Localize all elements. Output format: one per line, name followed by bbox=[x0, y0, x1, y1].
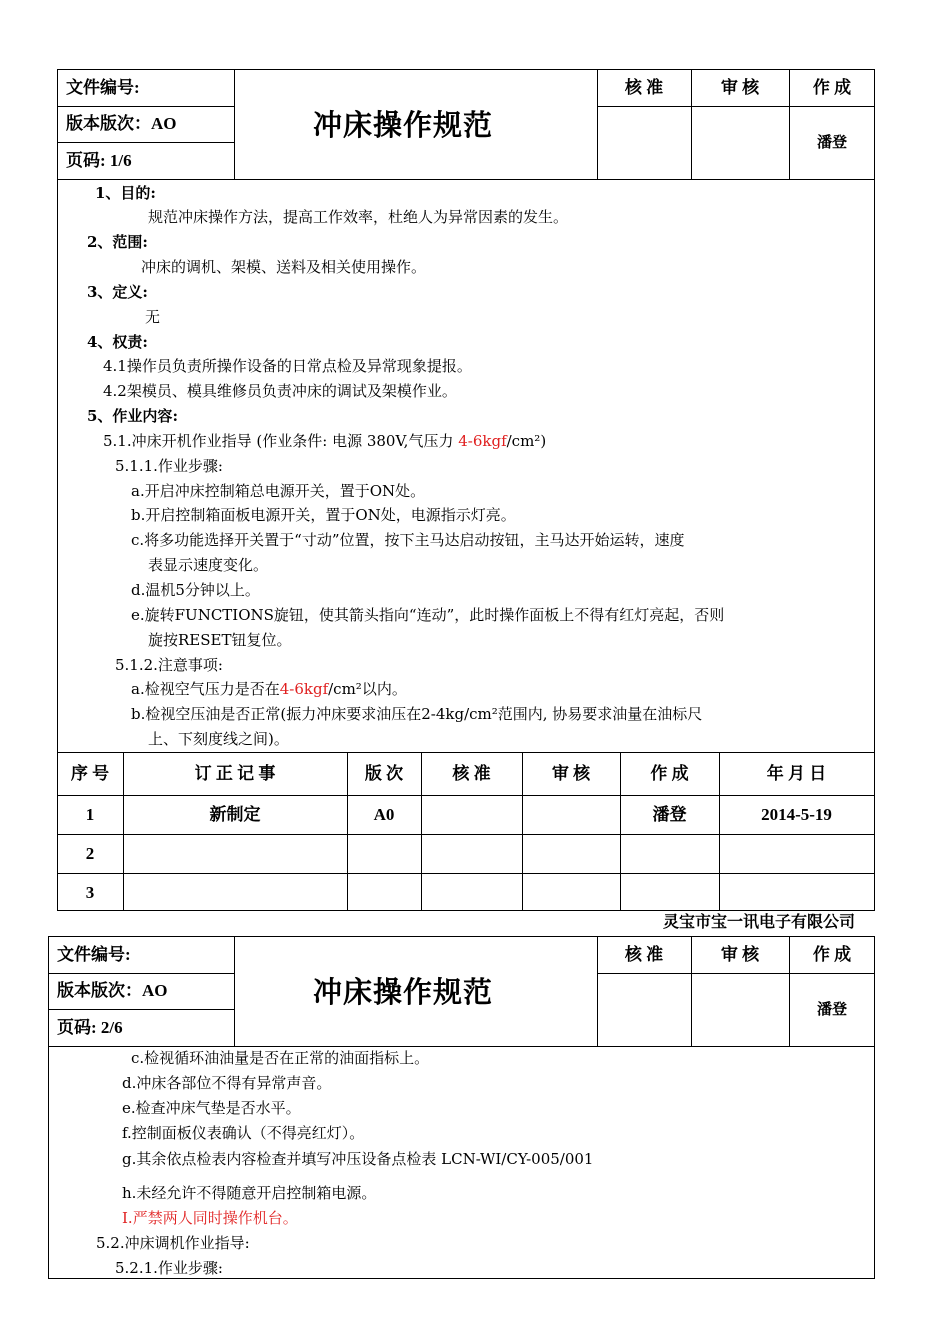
rev-col-date: 年 月 日 bbox=[766, 764, 827, 783]
note-a: a.检视空气压力是否在4-6kgf/cm²以内。 bbox=[131, 680, 407, 698]
doc-number-label: 文件编号: bbox=[57, 945, 131, 964]
check-g: g.其余依点检表内容检查并填写冲压设备点检表 LCN-WI/CY-005/001 bbox=[122, 1150, 594, 1168]
check-c: c.检视循环油油量是否在正常的油面指标上。 bbox=[131, 1049, 430, 1067]
section-4-title: 4、权责: bbox=[87, 333, 148, 351]
table-row-cell: 3 bbox=[85, 883, 95, 902]
doc-number-label: 文件编号: bbox=[66, 78, 140, 97]
section-5-title: 5、作业内容: bbox=[87, 407, 178, 425]
section-5-1-1: 5.1.1.作业步骤: bbox=[115, 457, 223, 475]
section-5-1-2: 5.1.2.注意事项: bbox=[115, 656, 223, 674]
section-1-text: 规范冲床操作方法，提高工作效率，杜绝人为异常因素的发生。 bbox=[148, 208, 569, 226]
section-4-1: 4.1操作员负责所操作设备的日常点检及异常现象提报。 bbox=[103, 357, 472, 375]
check-i-warning: I.严禁两人同时操作机台。 bbox=[122, 1209, 298, 1227]
table-row-cell: 2 bbox=[85, 844, 95, 863]
table-row-cell: 1 bbox=[85, 805, 95, 824]
check-d: d.冲床各部位不得有异常声音。 bbox=[122, 1074, 332, 1092]
note-b-line-2: 上、下刻度线之间)。 bbox=[148, 730, 289, 748]
page-number-label: 页码: 2/6 bbox=[57, 1018, 123, 1037]
step-a: a.开启冲床控制箱总电源开关，置于ON处。 bbox=[131, 482, 426, 500]
page-number-label: 页码: 1/6 bbox=[66, 151, 132, 170]
table-row-cell: 新制定 bbox=[209, 805, 261, 824]
step-d: d.温机5分钟以上。 bbox=[131, 581, 260, 599]
company-name: 灵宝市宝一讯电子有限公司 bbox=[663, 914, 856, 931]
section-5-1: 5.1.冲床开机作业指导 (作业条件: 电源 380V,气压力 4-6kgf/cm²) bbox=[103, 432, 547, 450]
note-b-line-1: b.检视空压油是否正常(振力冲床要求油压在2-4kg/cm²范围内, 协易要求油量在油标尺 bbox=[131, 705, 703, 723]
rev-col-record: 订 正 记 事 bbox=[194, 764, 276, 783]
author-header: 作 成 bbox=[812, 78, 852, 97]
review-header: 审 核 bbox=[720, 78, 760, 97]
rev-col-approve: 核 准 bbox=[452, 764, 491, 783]
review-header: 审 核 bbox=[720, 945, 760, 964]
author-name: 潘登 bbox=[816, 1002, 847, 1018]
section-5-2: 5.2.冲床调机作业指导: bbox=[96, 1234, 250, 1252]
section-3-title: 3、定义: bbox=[87, 283, 148, 301]
table-row-cell: A0 bbox=[373, 805, 395, 824]
section-2-title: 2、范围: bbox=[87, 233, 148, 251]
table-row-cell: 潘登 bbox=[652, 805, 687, 824]
section-4-2: 4.2架模员、模具维修员负责冲床的调试及架模作业。 bbox=[103, 382, 457, 400]
step-c-line-1: c.将多功能选择开关置于“寸动”位置，按下主马达启动按钮，主马达开始运转，速度 bbox=[131, 531, 685, 549]
check-h: h.未经允许不得随意开启控制箱电源。 bbox=[122, 1184, 377, 1202]
section-2-text: 冲床的调机、架模、送料及相关使用操作。 bbox=[141, 258, 427, 276]
section-1-title: 1、目的: bbox=[95, 184, 156, 202]
version-label: 版本版次：AO bbox=[57, 981, 168, 1000]
step-b: b.开启控制箱面板电源开关，置于ON处，电源指示灯亮。 bbox=[131, 506, 516, 524]
table-row-cell: 2014-5-19 bbox=[761, 805, 832, 824]
step-e-line-1: e.旋转FUNCTIONS旋钮，使其箭头指向“连动”，此时操作面板上不得有红灯亮起，否则 bbox=[131, 606, 725, 624]
step-c-line-2: 表显示速度变化。 bbox=[148, 556, 269, 574]
check-f: f.控制面板仪表确认（不得亮红灯）。 bbox=[122, 1124, 365, 1142]
version-label: 版本版次：AO bbox=[66, 114, 177, 133]
rev-col-version: 版 次 bbox=[364, 764, 404, 783]
rev-col-no: 序 号 bbox=[70, 764, 110, 783]
rev-col-review: 审 核 bbox=[551, 764, 591, 783]
check-e: e.检查冲床气垫是否水平。 bbox=[122, 1099, 301, 1117]
section-5-2-1: 5.2.1.作业步骤: bbox=[115, 1259, 223, 1277]
approve-header: 核 准 bbox=[624, 78, 664, 97]
document-title: 冲床操作规范 bbox=[313, 108, 494, 142]
approve-header: 核 准 bbox=[624, 945, 664, 964]
document-title: 冲床操作规范 bbox=[313, 975, 494, 1009]
section-3-text: 无 bbox=[145, 308, 161, 326]
author-header: 作 成 bbox=[812, 945, 852, 964]
rev-col-author: 作 成 bbox=[650, 764, 689, 783]
step-e-line-2: 旋按RESET钮复位。 bbox=[148, 631, 292, 649]
author-name: 潘登 bbox=[816, 135, 847, 151]
